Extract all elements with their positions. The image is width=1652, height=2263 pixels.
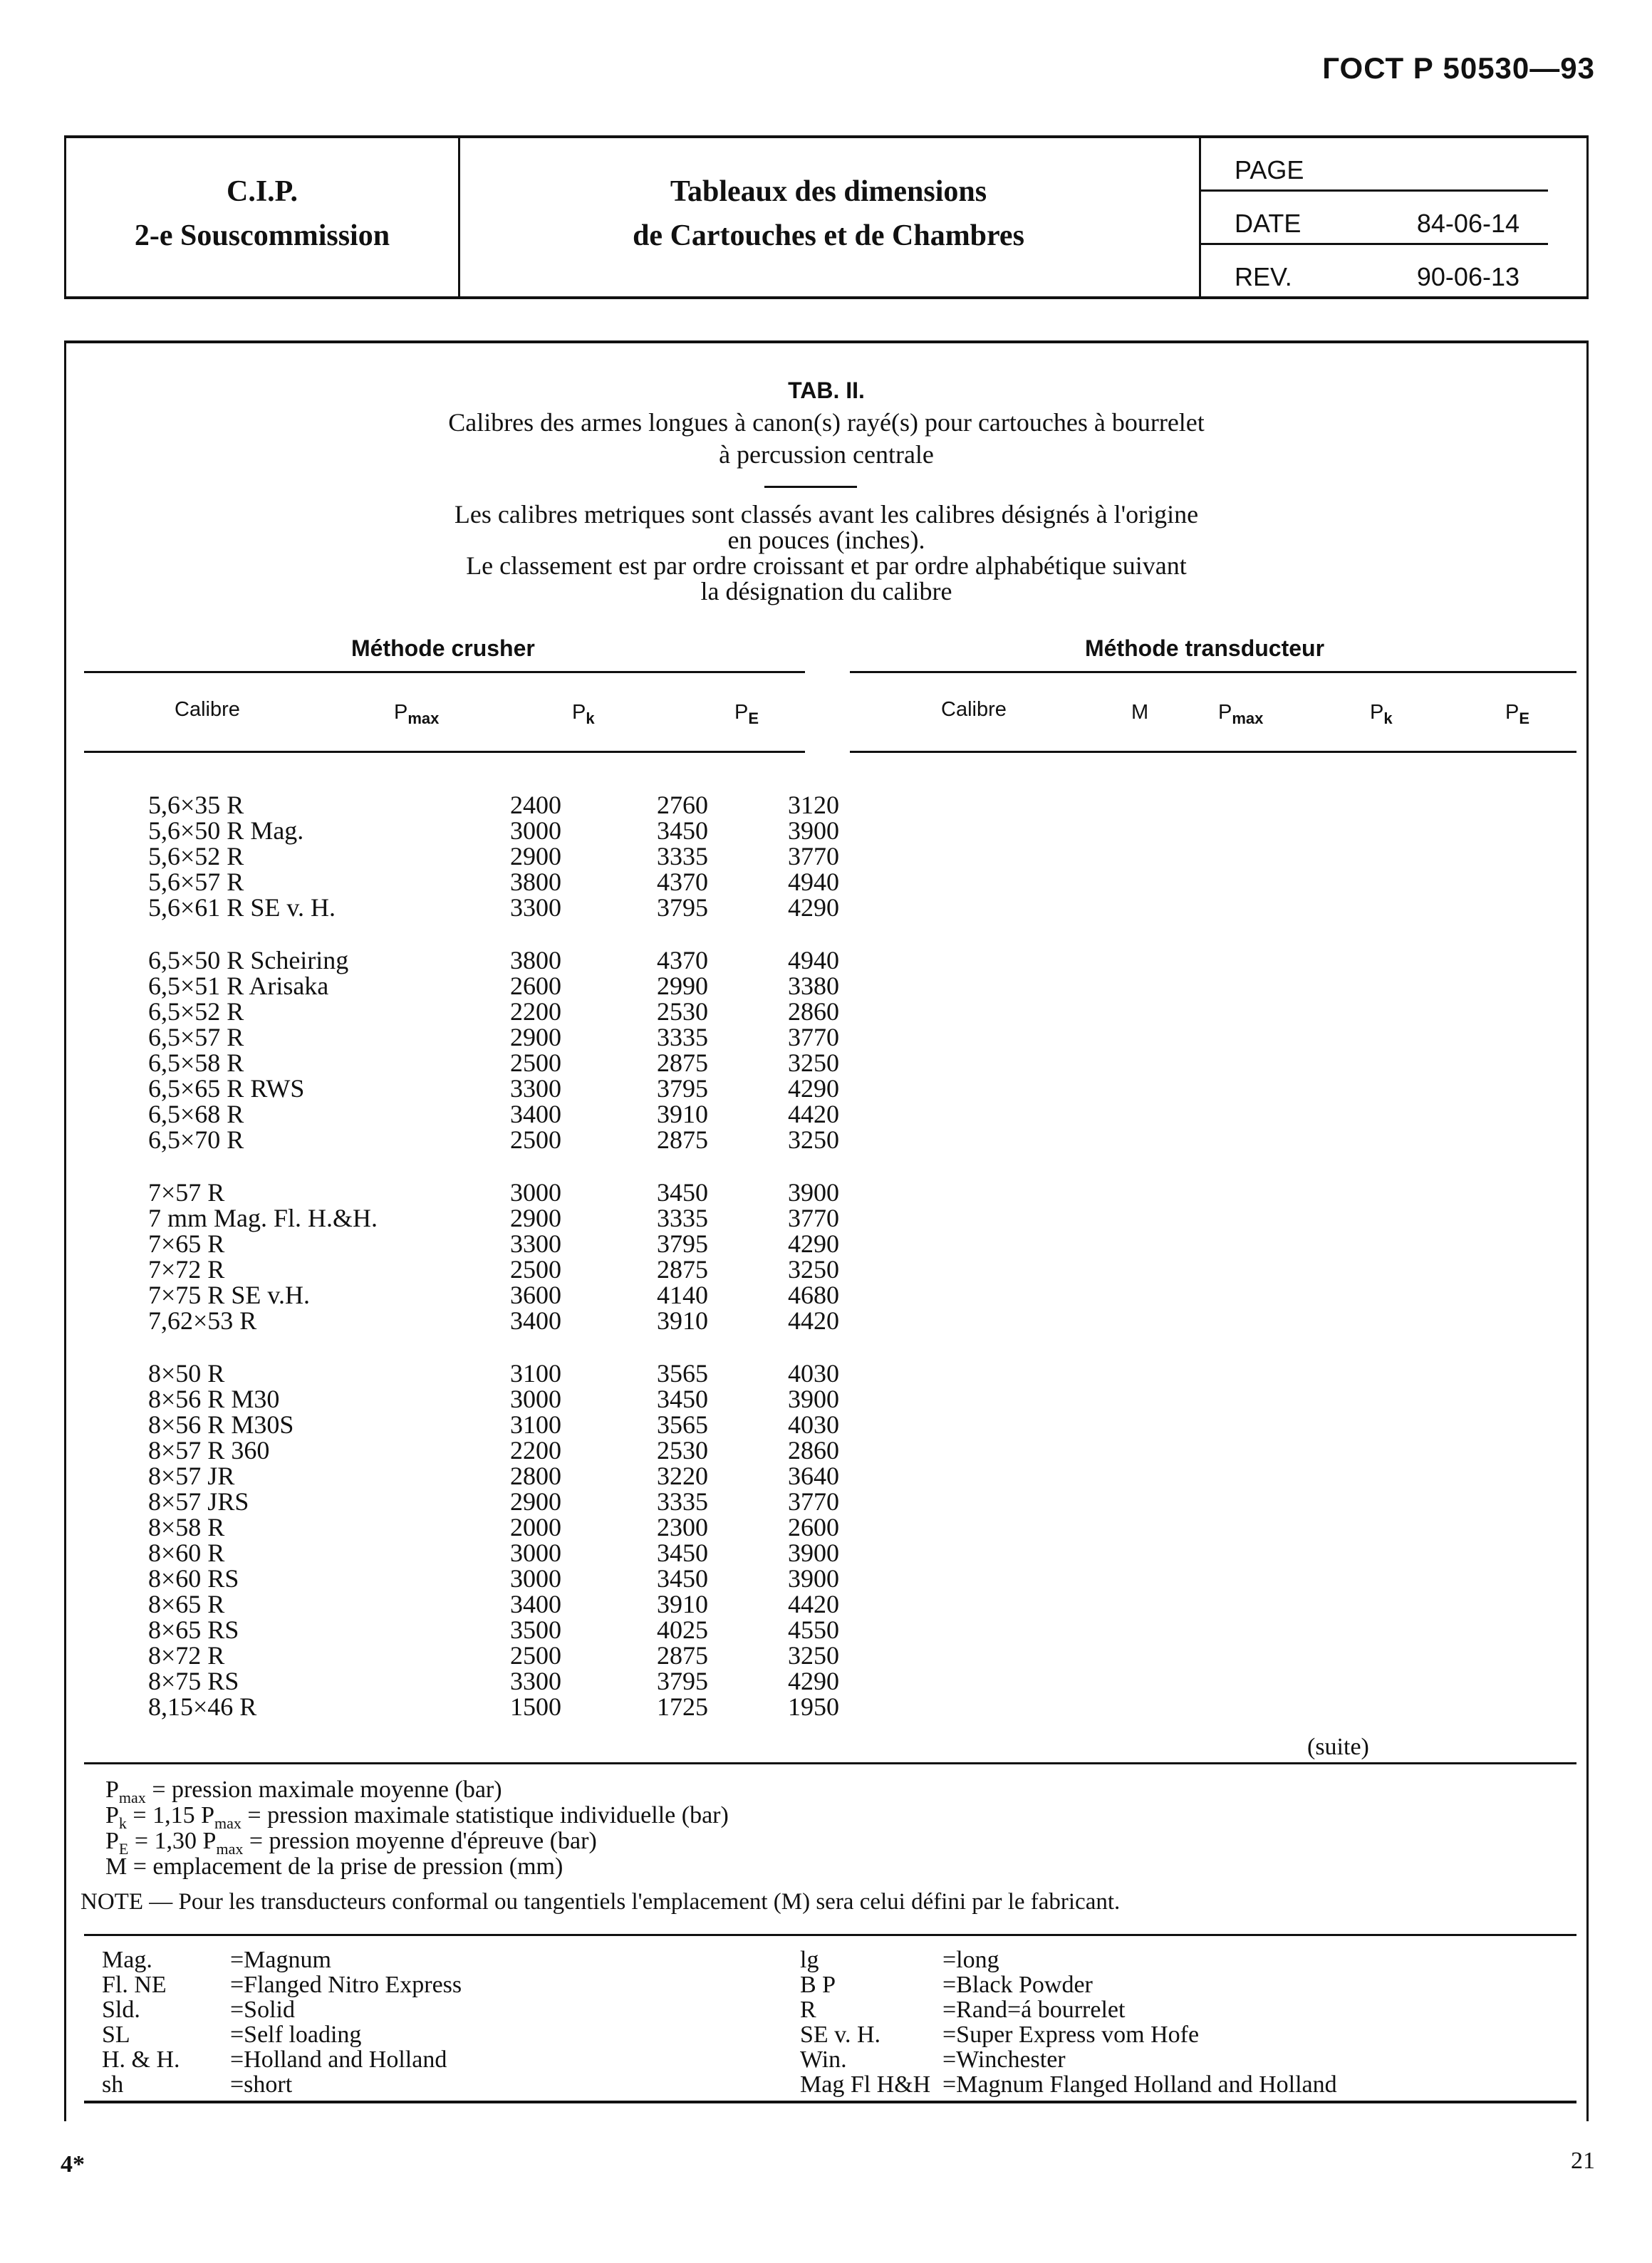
pk-cell: 3795 bbox=[657, 893, 708, 922]
note-line-1: Les calibres metriques sont classés avant les calibres désignés à l'origine bbox=[454, 500, 1199, 529]
title-line-2: de Cartouches et de Chambres bbox=[633, 219, 1024, 252]
pe-cell: 3900 bbox=[788, 1539, 839, 1567]
pk-cell: 2875 bbox=[657, 1049, 708, 1077]
calibre-cell: 6,5×70 R bbox=[148, 1125, 244, 1154]
abbr-term: SE v. H. bbox=[800, 2022, 881, 2048]
pk-cell: 3795 bbox=[657, 1667, 708, 1695]
pe-cell: 4030 bbox=[788, 1359, 839, 1388]
title-line-1: Tableaux des dimensions bbox=[670, 175, 987, 208]
method-transducer: Méthode transducteur bbox=[1085, 635, 1325, 661]
calibre-cell: 8×75 RS bbox=[148, 1667, 239, 1695]
legend-rule bbox=[84, 1762, 1576, 1764]
pe-cell: 4290 bbox=[788, 1074, 839, 1103]
pmax-cell: 3800 bbox=[510, 946, 561, 974]
pk-cell: 2530 bbox=[657, 1436, 708, 1465]
pe-cell: 4030 bbox=[788, 1410, 839, 1439]
pe-cell: 3900 bbox=[788, 816, 839, 845]
pe-cell: 1950 bbox=[788, 1692, 839, 1721]
pmax-cell: 3000 bbox=[510, 1385, 561, 1413]
pk-cell: 3450 bbox=[657, 1564, 708, 1593]
abbr-definition: =long bbox=[942, 1947, 999, 1973]
col-m: M bbox=[1131, 701, 1149, 724]
caption-line-2: à percussion centrale bbox=[719, 440, 934, 469]
rev-value: 90-06-13 bbox=[1416, 262, 1519, 291]
table-box bbox=[64, 340, 1589, 2121]
pe-cell: 3770 bbox=[788, 1204, 839, 1232]
calibre-cell: 8×50 R bbox=[148, 1359, 225, 1388]
calibre-cell: 8×65 R bbox=[148, 1590, 225, 1618]
pmax-cell: 2500 bbox=[510, 1255, 561, 1284]
pe-cell: 4550 bbox=[788, 1616, 839, 1644]
pk-cell: 3565 bbox=[657, 1359, 708, 1388]
pe-cell: 2600 bbox=[788, 1513, 839, 1541]
calibre-cell: 8×56 R M30 bbox=[148, 1385, 280, 1413]
pmax-cell: 3400 bbox=[510, 1100, 561, 1128]
page-signature: 4* bbox=[61, 2151, 85, 2178]
abbr-definition: =Solid bbox=[230, 1997, 295, 2023]
pe-cell: 4290 bbox=[788, 1667, 839, 1695]
page-number: 21 bbox=[1571, 2148, 1595, 2174]
pmax-cell: 3500 bbox=[510, 1616, 561, 1644]
pmax-cell: 2800 bbox=[510, 1462, 561, 1490]
crusher-rule-bottom bbox=[84, 751, 805, 753]
pk-cell: 3450 bbox=[657, 1178, 708, 1207]
abbr-definition: =Magnum bbox=[230, 1947, 331, 1973]
pmax-cell: 3100 bbox=[510, 1410, 561, 1439]
suite-label: (suite) bbox=[1307, 1734, 1369, 1760]
calibre-cell: 8×57 JR bbox=[148, 1462, 235, 1490]
pmax-cell: 3000 bbox=[510, 1564, 561, 1593]
calibre-cell: 8×57 R 360 bbox=[148, 1436, 270, 1465]
pe-cell: 4290 bbox=[788, 1229, 839, 1258]
col-pmax-transducer: $P_{max}$ bbox=[1218, 701, 1264, 727]
transducer-rule-top bbox=[850, 671, 1576, 673]
col-pe-transducer: $P_E$ bbox=[1505, 701, 1530, 727]
pe-cell: 4680 bbox=[788, 1281, 839, 1309]
calibre-cell: 6,5×52 R bbox=[148, 997, 244, 1026]
pmax-cell: 2600 bbox=[510, 972, 561, 1000]
pmax-cell: 2900 bbox=[510, 1023, 561, 1051]
header-box bbox=[64, 135, 1589, 299]
crusher-rule-top bbox=[84, 671, 805, 673]
pe-cell: 3900 bbox=[788, 1385, 839, 1413]
pk-cell: 3450 bbox=[657, 1539, 708, 1567]
pk-cell: 2990 bbox=[657, 972, 708, 1000]
header-title-cell bbox=[458, 138, 1201, 296]
transducer-rule-bottom bbox=[850, 751, 1576, 753]
abbr-term: H. & H. bbox=[102, 2046, 180, 2073]
calibre-cell: 8×60 RS bbox=[148, 1564, 239, 1593]
pmax-cell: 1500 bbox=[510, 1692, 561, 1721]
calibre-cell: 5,6×52 R bbox=[148, 842, 244, 870]
calibre-cell: 6,5×57 R bbox=[148, 1023, 244, 1051]
rev-label: REV. bbox=[1235, 262, 1292, 291]
caption-rule bbox=[764, 486, 857, 488]
pe-cell: 2860 bbox=[788, 997, 839, 1026]
calibre-cell: 5,6×57 R bbox=[148, 868, 244, 896]
note-line-3: Le classement est par ordre croissant et par ordre alphabétique suivant bbox=[466, 551, 1187, 580]
calibre-cell: 5,6×50 R Mag. bbox=[148, 816, 304, 845]
pk-cell: 3335 bbox=[657, 1487, 708, 1516]
calibre-cell: 6,5×68 R bbox=[148, 1100, 244, 1128]
calibre-cell: 7×75 R SE v.H. bbox=[148, 1281, 310, 1309]
abbr-definition: =Black Powder bbox=[942, 1972, 1093, 1998]
calibre-cell: 8,15×46 R bbox=[148, 1692, 257, 1721]
calibre-cell: 6,5×50 R Scheiring bbox=[148, 946, 349, 974]
pmax-cell: 2900 bbox=[510, 842, 561, 870]
pmax-cell: 2500 bbox=[510, 1125, 561, 1154]
pk-cell: 3910 bbox=[657, 1306, 708, 1335]
date-value: 84-06-14 bbox=[1416, 209, 1519, 238]
pe-cell: 4940 bbox=[788, 868, 839, 896]
pmax-cell: 2200 bbox=[510, 997, 561, 1026]
pk-cell: 2530 bbox=[657, 997, 708, 1026]
subcommission: 2-e Souscommission bbox=[134, 219, 390, 252]
legend-m: M = emplacement de la prise de pression (mm) bbox=[105, 1853, 563, 1880]
pe-cell: 3120 bbox=[788, 791, 839, 819]
pk-cell: 3335 bbox=[657, 1023, 708, 1051]
pk-cell: 2875 bbox=[657, 1641, 708, 1670]
pk-cell: 4370 bbox=[657, 868, 708, 896]
abbr-term: B P bbox=[800, 1972, 836, 1998]
pmax-cell: 3600 bbox=[510, 1281, 561, 1309]
calibre-cell: 7×72 R bbox=[148, 1255, 225, 1284]
pmax-cell: 3300 bbox=[510, 1229, 561, 1258]
caption-line-1: Calibres des armes longues à canon(s) rayé(s) pour cartouches à bourrelet bbox=[448, 408, 1205, 437]
note-line-4: la désignation du calibre bbox=[700, 577, 952, 605]
abbr-definition: =Self loading bbox=[230, 2022, 362, 2048]
pe-cell: 4420 bbox=[788, 1306, 839, 1335]
abbr-definition: =Super Express vom Hofe bbox=[942, 2022, 1200, 2048]
pk-cell: 3450 bbox=[657, 1385, 708, 1413]
calibre-cell: 8×65 RS bbox=[148, 1616, 239, 1644]
col-pk-transducer: $P_k$ bbox=[1370, 701, 1393, 727]
abbr-definition: =Winchester bbox=[942, 2046, 1066, 2073]
pk-cell: 3910 bbox=[657, 1100, 708, 1128]
pmax-cell: 3300 bbox=[510, 1074, 561, 1103]
pk-cell: 3795 bbox=[657, 1074, 708, 1103]
pk-cell: 3220 bbox=[657, 1462, 708, 1490]
pe-cell: 4290 bbox=[788, 893, 839, 922]
calibre-cell: 5,6×35 R bbox=[148, 791, 244, 819]
meta-date bbox=[1199, 192, 1548, 245]
pe-cell: 3770 bbox=[788, 1023, 839, 1051]
pmax-cell: 3400 bbox=[510, 1590, 561, 1618]
date-label: DATE bbox=[1235, 209, 1302, 238]
page-label: PAGE bbox=[1235, 155, 1304, 184]
col-pe: $P_E$ bbox=[734, 701, 759, 727]
standard-number: ГОСТ Р 50530—93 bbox=[1322, 51, 1595, 85]
abbr-definition: =Rand=á bourrelet bbox=[942, 1997, 1126, 2023]
col-calibre-transducer: Calibre bbox=[941, 698, 1007, 721]
calibre-cell: 8×60 R bbox=[148, 1539, 225, 1567]
pe-cell: 3900 bbox=[788, 1178, 839, 1207]
pk-cell: 3565 bbox=[657, 1410, 708, 1439]
pmax-cell: 2200 bbox=[510, 1436, 561, 1465]
pmax-cell: 3300 bbox=[510, 893, 561, 922]
pe-cell: 4420 bbox=[788, 1100, 839, 1128]
pk-cell: 2875 bbox=[657, 1255, 708, 1284]
pe-cell: 3250 bbox=[788, 1641, 839, 1670]
calibre-cell: 8×58 R bbox=[148, 1513, 225, 1541]
method-crusher: Méthode crusher bbox=[351, 635, 535, 661]
pmax-cell: 3300 bbox=[510, 1667, 561, 1695]
pmax-cell: 3000 bbox=[510, 1178, 561, 1207]
abbr-term: lg bbox=[800, 1947, 819, 1973]
abbr-term: Mag. bbox=[102, 1947, 152, 1973]
pmax-cell: 2900 bbox=[510, 1487, 561, 1516]
pe-cell: 4940 bbox=[788, 946, 839, 974]
abbr-term: sh bbox=[102, 2071, 124, 2098]
pe-cell: 3250 bbox=[788, 1049, 839, 1077]
meta-rev bbox=[1199, 245, 1548, 296]
calibre-cell: 8×56 R M30S bbox=[148, 1410, 294, 1439]
pmax-cell: 3000 bbox=[510, 816, 561, 845]
abbr-term: SL bbox=[102, 2022, 130, 2048]
pmax-cell: 2400 bbox=[510, 791, 561, 819]
calibre-cell: 7,62×53 R bbox=[148, 1306, 257, 1335]
calibre-cell: 8×57 JRS bbox=[148, 1487, 249, 1516]
pmax-cell: 3100 bbox=[510, 1359, 561, 1388]
abbr-term: R bbox=[800, 1997, 816, 2023]
abbr-term: Fl. NE bbox=[102, 1972, 167, 1998]
pk-cell: 2875 bbox=[657, 1125, 708, 1154]
pe-cell: 3770 bbox=[788, 842, 839, 870]
legend-pmax: $P_{max}$ = pression maximale moyenne (bar) bbox=[105, 1776, 502, 1806]
pmax-cell: 3800 bbox=[510, 868, 561, 896]
pe-cell: 3250 bbox=[788, 1125, 839, 1154]
pmax-cell: 2500 bbox=[510, 1641, 561, 1670]
calibre-cell: 6,5×65 R RWS bbox=[148, 1074, 305, 1103]
note-line-2: en pouces (inches). bbox=[727, 526, 925, 554]
pk-cell: 3335 bbox=[657, 1204, 708, 1232]
abbr-term: Win. bbox=[800, 2046, 847, 2073]
abbr-term: Sld. bbox=[102, 1997, 140, 2023]
abbr-term: Mag Fl H&H bbox=[800, 2071, 931, 2098]
org-name: C.I.P. bbox=[227, 175, 298, 208]
pk-cell: 4370 bbox=[657, 946, 708, 974]
col-pk: $P_k$ bbox=[572, 701, 595, 727]
pmax-cell: 2900 bbox=[510, 1204, 561, 1232]
col-calibre: Calibre bbox=[175, 698, 240, 721]
abbr-definition: =Magnum Flanged Holland and Holland bbox=[942, 2071, 1337, 2098]
pk-cell: 1725 bbox=[657, 1692, 708, 1721]
pk-cell: 2300 bbox=[657, 1513, 708, 1541]
meta-page bbox=[1199, 138, 1548, 192]
legend-pk: $P_k = 1,15$ $P_{max}$ = pression maximale statistique individuelle (bar) bbox=[105, 1802, 729, 1832]
pe-cell: 3250 bbox=[788, 1255, 839, 1284]
pk-cell: 4140 bbox=[657, 1281, 708, 1309]
abbr-definition: =Holland and Holland bbox=[230, 2046, 447, 2073]
pe-cell: 4420 bbox=[788, 1590, 839, 1618]
calibre-cell: 7×57 R bbox=[148, 1178, 225, 1207]
calibre-cell: 8×72 R bbox=[148, 1641, 225, 1670]
pk-cell: 4025 bbox=[657, 1616, 708, 1644]
pmax-cell: 3400 bbox=[510, 1306, 561, 1335]
pk-cell: 2760 bbox=[657, 791, 708, 819]
pmax-cell: 2000 bbox=[510, 1513, 561, 1541]
header-meta-cell bbox=[1199, 138, 1586, 296]
pe-cell: 3770 bbox=[788, 1487, 839, 1516]
pe-cell: 2860 bbox=[788, 1436, 839, 1465]
legend-note: NOTE — Pour les transducteurs conformal ou tangentiels l'emplacement (M) sera celui défini par le fabricant. bbox=[80, 1889, 1121, 1915]
pe-cell: 3900 bbox=[788, 1564, 839, 1593]
calibre-cell: 7 mm Mag. Fl. H.&H. bbox=[148, 1204, 378, 1232]
pe-cell: 3640 bbox=[788, 1462, 839, 1490]
pmax-cell: 3000 bbox=[510, 1539, 561, 1567]
pk-cell: 3795 bbox=[657, 1229, 708, 1258]
box-bottom-rule bbox=[84, 2101, 1576, 2103]
pk-cell: 3335 bbox=[657, 842, 708, 870]
legend-pe: $P_E = 1,30$ $P_{max}$ = pression moyenne d'épreuve (bar) bbox=[105, 1828, 597, 1858]
calibre-cell: 6,5×51 R Arisaka bbox=[148, 972, 329, 1000]
header-org-cell bbox=[66, 138, 460, 296]
abbr-rule bbox=[84, 1934, 1576, 1936]
tab-number: TAB. II. bbox=[788, 378, 865, 403]
calibre-cell: 7×65 R bbox=[148, 1229, 225, 1258]
abbr-definition: =Flanged Nitro Express bbox=[230, 1972, 462, 1998]
pe-cell: 3380 bbox=[788, 972, 839, 1000]
calibre-cell: 5,6×61 R SE v. H. bbox=[148, 893, 336, 922]
pk-cell: 3910 bbox=[657, 1590, 708, 1618]
pmax-cell: 2500 bbox=[510, 1049, 561, 1077]
col-pmax: $P_{max}$ bbox=[394, 701, 440, 727]
calibre-cell: 6,5×58 R bbox=[148, 1049, 244, 1077]
abbr-definition: =short bbox=[230, 2071, 293, 2098]
pk-cell: 3450 bbox=[657, 816, 708, 845]
